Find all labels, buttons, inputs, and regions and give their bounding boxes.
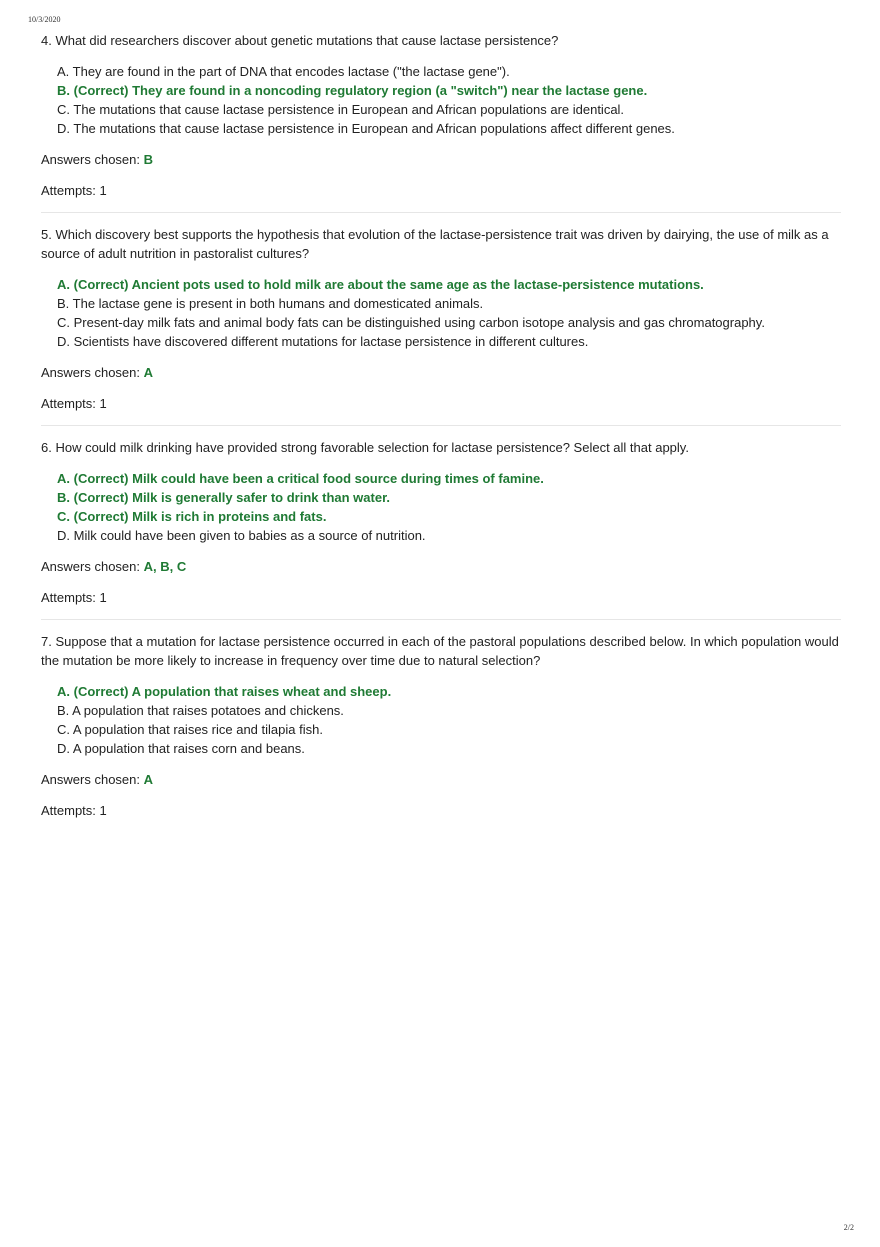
option-b-correct: B. (Correct) They are found in a noncoding regulatory region (a "switch") near the lactase gene. — [57, 83, 648, 98]
option-a-correct: A. (Correct) Milk could have been a critical food source during times of famine. — [57, 471, 544, 486]
option-c-correct: C. (Correct) Milk is rich in proteins and fats. — [57, 509, 327, 524]
page-number: 2/2 — [843, 1223, 854, 1232]
answers-chosen — [41, 363, 841, 382]
option-c: C. Present-day milk fats and animal body fats can be distinguished using carbon isotope analysis and gas chromatography. — [57, 315, 765, 330]
option-list — [57, 275, 841, 351]
option-list — [57, 62, 841, 138]
answers-label: Answers chosen: — [41, 365, 140, 380]
divider — [41, 619, 841, 620]
attempts-count: Attempts: 1 — [41, 183, 107, 198]
answers-chosen — [41, 557, 841, 576]
option-b-correct: B. (Correct) Milk is generally safer to drink than water. — [57, 490, 391, 505]
answers-chosen — [41, 150, 841, 169]
print-date: 10/3/2020 — [28, 15, 61, 24]
attempts-count: Attempts: 1 — [41, 590, 107, 605]
answers-label: Answers chosen: — [41, 152, 140, 167]
answers-value: A — [143, 772, 154, 787]
option-a-correct: A. (Correct) Ancient pots used to hold milk are about the same age as the lactase-persistence mutations. — [57, 277, 704, 292]
question-7 — [41, 632, 841, 820]
answers-value: A — [143, 365, 154, 380]
attempts-count: Attempts: 1 — [41, 396, 107, 411]
option-b: B. A population that raises potatoes and chickens. — [57, 703, 344, 718]
option-d: D. Scientists have discovered different mutations for lactase persistence in different cultures. — [57, 334, 589, 349]
answers-label: Answers chosen: — [41, 559, 140, 574]
question-text: 7. Suppose that a mutation for lactase persistence occurred in each of the pastoral populations described below. In which population would the mutation be more likely to increase in frequency over time due to natural selection? — [41, 634, 839, 668]
option-d: D. The mutations that cause lactase persistence in European and African populations affect different genes. — [57, 121, 675, 136]
question-text: 4. What did researchers discover about genetic mutations that cause lactase persistence? — [41, 33, 559, 48]
answers-label: Answers chosen: — [41, 772, 140, 787]
option-list — [57, 682, 841, 758]
divider — [41, 425, 841, 426]
option-b: B. The lactase gene is present in both humans and domesticated animals. — [57, 296, 484, 311]
attempts-count: Attempts: 1 — [41, 803, 107, 818]
option-c: C. A population that raises rice and tilapia fish. — [57, 722, 323, 737]
answers-chosen — [41, 770, 841, 789]
question-5 — [41, 225, 841, 413]
question-text: 6. How could milk drinking have provided strong favorable selection for lactase persistence? Select all that apply. — [41, 440, 689, 455]
answers-value: A, B, C — [143, 559, 187, 574]
quiz-results — [41, 31, 841, 832]
answers-value: B — [143, 152, 154, 167]
option-d: D. A population that raises corn and beans. — [57, 741, 305, 756]
question-6 — [41, 438, 841, 607]
question-text: 5. Which discovery best supports the hypothesis that evolution of the lactase-persistence trait was driven by dairying, the use of milk as a source of adult nutrition in pastoralist cultures? — [41, 227, 829, 261]
question-4 — [41, 31, 841, 200]
option-d: D. Milk could have been given to babies as a source of nutrition. — [57, 528, 426, 543]
option-a-correct: A. (Correct) A population that raises wheat and sheep. — [57, 684, 392, 699]
option-c: C. The mutations that cause lactase persistence in European and African populations are identical. — [57, 102, 625, 117]
option-a: A. They are found in the part of DNA that encodes lactase ("the lactase gene"). — [57, 64, 510, 79]
divider — [41, 212, 841, 213]
option-list — [57, 469, 841, 545]
